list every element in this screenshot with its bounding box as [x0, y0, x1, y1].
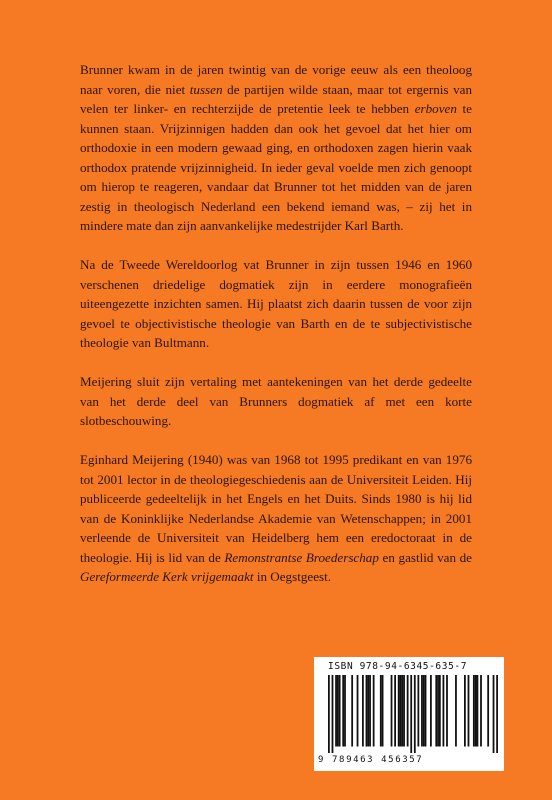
barcode-bar: [351, 675, 353, 747]
paragraph-intro: [80, 60, 472, 236]
barcode-bar: [464, 675, 466, 747]
barcode-bar: [446, 675, 448, 747]
text-run: Eginhard Meijering (1940) was van 1968 tot 1995 predikant en van 1976 tot 2001 lector in de theologiegeschiedenis aan de Universiteit Leiden. Hij publiceerde gedeeltelijk in het Engels en het Duits. Sinds 1980 is hij lid van de Koninklijke Nederlandse Akademie van Wetenschappen; in 2001 verleende de Universiteit van Heidelberg hem een eredoctoraat in de theologie. Hij is lid van de: [80, 452, 472, 565]
barcode-bar: [403, 675, 405, 747]
barcode-bar: [493, 675, 495, 753]
barcode-bar: [455, 675, 457, 747]
barcode-bar: [382, 675, 384, 747]
barcode-bar: [421, 675, 423, 747]
barcode-bar: [328, 675, 330, 753]
barcode-bar: [410, 675, 412, 753]
paragraph-dogmatics: [80, 255, 472, 353]
barcode-bar: [366, 675, 368, 747]
barcode-bar: [423, 675, 425, 747]
barcode-bar: [437, 675, 439, 747]
barcode-bar: [380, 675, 382, 747]
barcode-bar: [401, 675, 403, 747]
barcode-bar: [439, 675, 441, 747]
italic-run: tussen: [189, 81, 223, 97]
barcode-bar: [443, 675, 445, 747]
barcode-bar: [394, 675, 396, 747]
barcode-bar: [430, 675, 432, 747]
barcode-bar: [425, 675, 427, 747]
barcode-bar: [480, 675, 482, 747]
barcode-bar: [391, 675, 393, 747]
barcode-bar: [373, 675, 375, 747]
blurb-text: [80, 60, 472, 606]
barcode-bar: [398, 675, 400, 747]
text-run: te kunnen staan. Vrijzinnigen hadden dan ook het gevoel dat het hier om orthodoxie in een modern gewaad ging, en orthodoxen zagen hierin vaak orthodox pratende vrijzinnigheid. In ieder geval voelde men zich genoopt om hierop te reageren, vandaar dat Brunner tot het midden van de jaren zestig in theologisch Nederland een bekend iemand was, – zij het in mindere mate dan zijn aanvankelijke medestrijder Karl Barth.: [80, 101, 472, 233]
barcode-bar: [337, 675, 339, 747]
barcode-digits: 9 789463 456357: [318, 755, 424, 765]
barcode-bar: [344, 675, 346, 747]
text-run: de partijen wilde staan, maar tot ergernis van velen ter linker- en rechterzijde de pretentie leek te hebben: [80, 81, 473, 116]
text-run: Na de Tweede Wereldoorlog vat Brunner in zijn tussen 1946 en 1960 verschenen driedelige dogmatiek zijn in eerdere monografieën uiteengezette inzichten samen. Hij plaatst zich daarin tussen de voor zijn gevoel te objectivistische theologie van Barth en de te subjectivistische theologie van Bultmann.: [80, 257, 472, 350]
barcode-bar: [369, 675, 371, 747]
barcode-bar: [435, 675, 437, 747]
text-run: en gastlid van de: [378, 549, 472, 565]
italic-run: Remonstrantse Broederschap: [224, 549, 379, 565]
barcode-bar: [496, 675, 498, 753]
isbn-barcode: [314, 657, 504, 771]
italic-run: erboven: [414, 101, 457, 116]
barcode-bar: [400, 675, 402, 747]
paragraph-author-bio: [80, 450, 472, 587]
barcode-bar: [357, 675, 359, 747]
italic-run: Gereformeerde Kerk vrijgemaakt: [80, 569, 254, 584]
barcode-bar: [367, 675, 369, 747]
barcode-bar: [468, 675, 470, 747]
barcode-bar: [473, 675, 475, 747]
barcode-bars: [328, 675, 498, 753]
barcode-bar: [477, 675, 479, 747]
barcode-bar: [414, 675, 416, 753]
barcode-bar: [332, 675, 334, 753]
paragraph-translation: [80, 372, 472, 431]
barcode-bar: [339, 675, 341, 747]
barcode-bar: [362, 675, 364, 747]
text-run: Meijering sluit zijn vertaling met aantekeningen van het derde gedeelte van het derde deel van Brunners dogmatiek af met een korte slotbeschouwing.: [80, 374, 472, 428]
text-run: in Oegstgeest.: [253, 569, 332, 584]
barcode-bar: [335, 675, 337, 747]
barcode-bar: [417, 675, 419, 747]
barcode-bar: [475, 675, 477, 747]
text-run: Brunner kwam in de jaren twintig van de vorige eeuw als een theoloog naar voren, die niet: [80, 62, 472, 97]
barcode-bar: [342, 675, 344, 747]
barcode-bar: [487, 675, 489, 747]
isbn-label: ISBN 978-94-6345-635-7: [328, 661, 468, 672]
barcode-bar: [407, 675, 409, 747]
